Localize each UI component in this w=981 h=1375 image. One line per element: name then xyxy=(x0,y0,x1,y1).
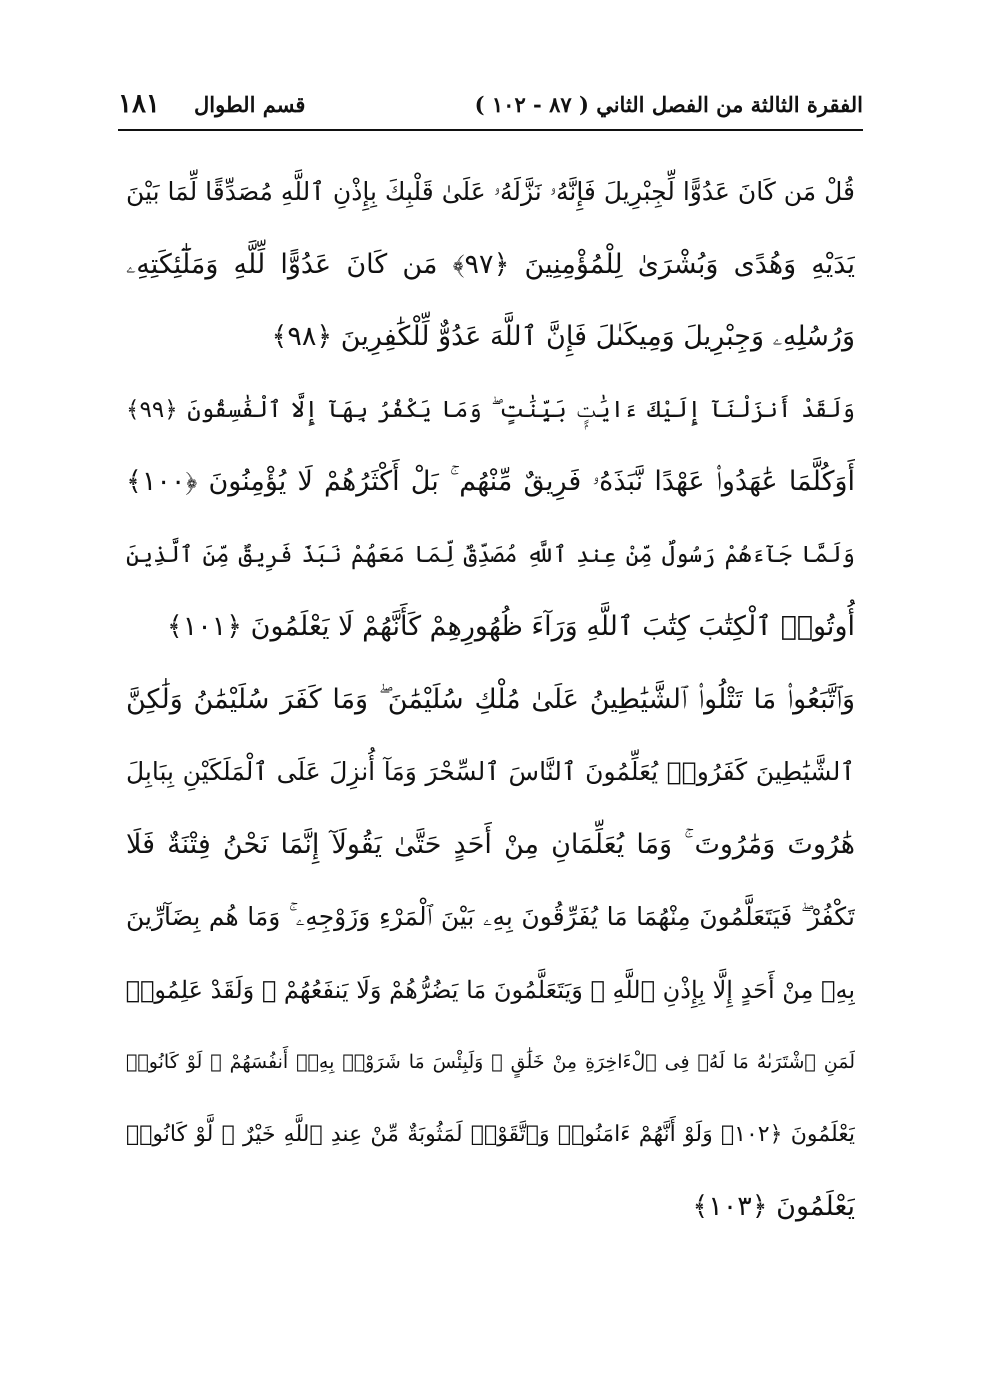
text-line: وَلَمَّا جَآءَهُمْ رَسُولٌ مِّنْ عِندِ ٱللَّهِ مُصَدِّقٌ لِّمَا مَعَهُمْ نَبَذَ فَرِيقٌ مِّنَ ٱلَّذِينَ xyxy=(126,541,855,568)
text-line: أُوتُوا۟ ٱلْكِتَٰبَ كِتَٰبَ ٱللَّهِ وَرَآءَ ظُهُورِهِمْ كَأَنَّهُمْ لَا يَعْلَمُونَ ﴿١٠١﴾ xyxy=(166,611,855,642)
text-line: بِهِۦ مِنْ أَحَدٍ إِلَّا بِإِذْنِ ٱللَّهِ ۚ وَيَتَعَلَّمُونَ مَا يَضُرُّهُمْ وَلَا يَنفَعُهُمْ ۚ وَلَقَدْ عَلِمُوا۟ xyxy=(126,975,855,1004)
text-line: ٱلشَّيَٰطِينَ كَفَرُوا۟ يُعَلِّمُونَ ٱلنَّاسَ ٱلسِّحْرَ وَمَآ أُنزِلَ عَلَى ٱلْمَلَكَيْنِ بِبَابِلَ xyxy=(126,757,855,786)
text-line: يَعْلَمُونَ ﴿١٠٢﴾ وَلَوْ أَنَّهُمْ ءَامَنُوا۟ وَٱتَّقَوْا۟ لَمَثُوبَةٌ مِّنْ عِندِ ٱللَّهِ خَيْرٌ ۖ لَّوْ كَانُوا۟ xyxy=(126,1121,855,1147)
page-number: ١٨١ xyxy=(118,89,160,119)
text-line: يَدَيْهِ وَهُدًى وَبُشْرَىٰ لِلْمُؤْمِنِينَ ﴿٩٧﴾ مَن كَانَ عَدُوًّا لِّلَّهِ وَمَلَٰٓئِكَتِهِۦ xyxy=(126,248,855,280)
page-header xyxy=(118,89,863,128)
text-line: قُلْ مَن كَانَ عَدُوًّا لِّجِبْرِيلَ فَإِنَّهُۥ نَزَّلَهُۥ عَلَىٰ قَلْبِكَ بِإِذْنِ ٱللَّهِ مُصَدِّقًا لِّمَا بَيْنَ xyxy=(126,177,855,206)
text-line: لَمَنِ ٱشْتَرَىٰهُ مَا لَهُۥ فِى ٱلْءَاخِرَةِ مِنْ خَلَٰقٍ ۚ وَلَبِئْسَ مَا شَرَوْا۟ بِهِۦٓ أَنفُسَهُمْ ۚ لَوْ كَانُوا۟ xyxy=(126,1051,855,1073)
header-divider xyxy=(118,129,863,131)
text-line: وَرُسُلِهِۦ وَجِبْرِيلَ وَمِيكَىٰلَ فَإِنَّ ٱللَّهَ عَدُوٌّ لِّلْكَٰفِرِينَ ﴿٩٨﴾ xyxy=(271,321,855,352)
text-line: يَعْلَمُونَ ﴿١٠٣﴾ xyxy=(692,1191,855,1222)
text-line: هَٰرُوتَ وَمَٰرُوتَ ۚ وَمَا يُعَلِّمَانِ مِنْ أَحَدٍ حَتَّىٰ يَقُولَآ إِنَّمَا نَحْنُ فِتْنَةٌ فَلَا xyxy=(126,828,855,860)
text-line: تَكْفُرْ ۖ فَيَتَعَلَّمُونَ مِنْهُمَا مَا يُفَرِّقُونَ بِهِۦ بَيْنَ ٱلْمَرْءِ وَزَوْجِهِۦ ۚ وَمَا هُم بِضَآرِّينَ xyxy=(126,902,855,931)
chapter-title: الفقرة الثالثة من الفصل الثاني ( ٨٧ - ١٠٢ ) xyxy=(474,92,863,117)
text-line: وَلَقَدْ أَنزَلْنَآ إِلَيْكَ ءَايَٰتٍۭ بَيِّنَٰتٍ ۖ وَمَا يَكْفُرُ بِهَآ إِلَّا ٱلْفَٰسِقُونَ ﴿٩٩﴾ xyxy=(126,396,855,423)
verse-text-block xyxy=(126,156,855,1244)
text-line: وَٱتَّبَعُوا۟ مَا تَتْلُوا۟ ٱلشَّيَٰطِينُ عَلَىٰ مُلْكِ سُلَيْمَٰنَ ۖ وَمَا كَفَرَ سُلَيْمَٰنُ وَلَٰكِنَّ xyxy=(126,683,855,715)
text-line: أَوَكُلَّمَا عَٰهَدُوا۟ عَهْدًا نَّبَذَهُۥ فَرِيقٌ مِّنْهُم ۚ بَلْ أَكْثَرُهُمْ لَا يُؤْمِنُونَ ﴿١٠٠﴾ xyxy=(126,466,855,497)
section-title: قسم الطوال xyxy=(194,92,306,117)
